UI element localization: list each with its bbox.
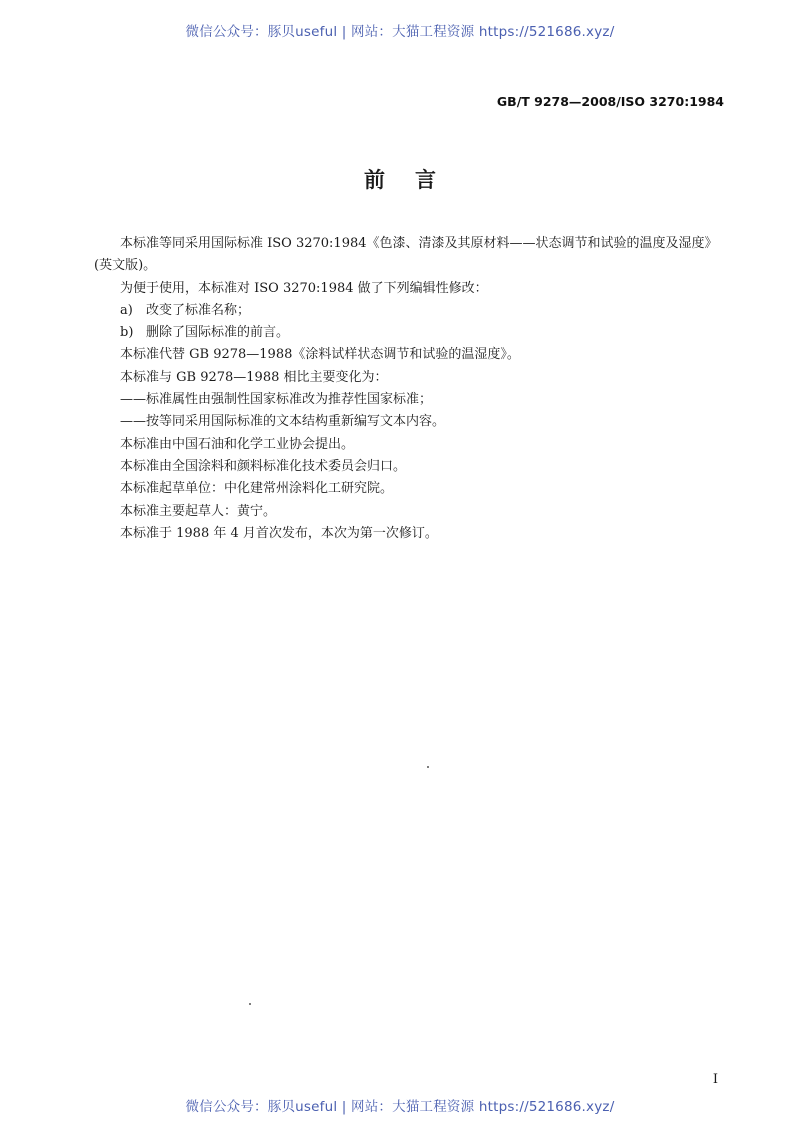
watermark-bottom: 微信公众号：豚贝useful | 网站：大猫工程资源 https://521686.xyz/ — [185, 1099, 615, 1115]
paragraph-proposed-by: 本标准由中国石油和化学工业协会提出。 — [120, 436, 355, 452]
paragraph-managed-by: 本标准由全国涂料和颜料标准化技术委员会归口。 — [120, 458, 407, 474]
paragraph-replaces: 本标准代替 GB 9278—1988《涂料试样状态调节和试验的温湿度》。 — [120, 347, 520, 363]
paragraph-change-1: ——标准属性由强制性国家标准改为推荐性国家标准； — [120, 392, 433, 408]
scan-speck — [427, 766, 429, 768]
list-item — [94, 300, 726, 322]
paragraph-changes-intro: 本标准与 GB 9278—1988 相比主要变化为： — [120, 369, 388, 385]
paragraph-drafters: 本标准主要起草人：黄宁。 — [120, 503, 277, 519]
page-title: 前言 — [364, 168, 466, 192]
document-body — [94, 233, 726, 545]
paragraph-drafting-unit: 本标准起草单位：中化建常州涂料化工研究院。 — [120, 481, 394, 497]
list-marker: a) — [120, 302, 133, 318]
watermark-top: 微信公众号：豚贝useful | 网站：大猫工程资源 https://521686.xyz/ — [185, 24, 615, 40]
page-number: I — [712, 1072, 718, 1087]
paragraph-change-2: ——按等同采用国际标准的文本结构重新编写文本内容。 — [120, 414, 446, 430]
list-item-text: 删除了国际标准的前言。 — [146, 325, 290, 341]
list-item — [94, 322, 726, 344]
list-marker: b) — [120, 325, 134, 341]
paragraph-edits-intro: 为便于使用，本标准对 ISO 3270:1984 做了下列编辑性修改： — [120, 280, 488, 296]
list-item-text: 改变了标准名称； — [146, 302, 251, 318]
paragraph-history: 本标准于 1988 年 4 月首次发布，本次为第一次修订。 — [120, 525, 438, 541]
scan-speck — [249, 1003, 251, 1005]
paragraph-adoption: 本标准等同采用国际标准 ISO 3270:1984《色漆、清漆及其原材料——状态调节和试验的温度及湿度》(英文版)。 — [94, 236, 718, 274]
standard-code: GB/T 9278—2008/ISO 3270:1984 — [496, 94, 724, 109]
